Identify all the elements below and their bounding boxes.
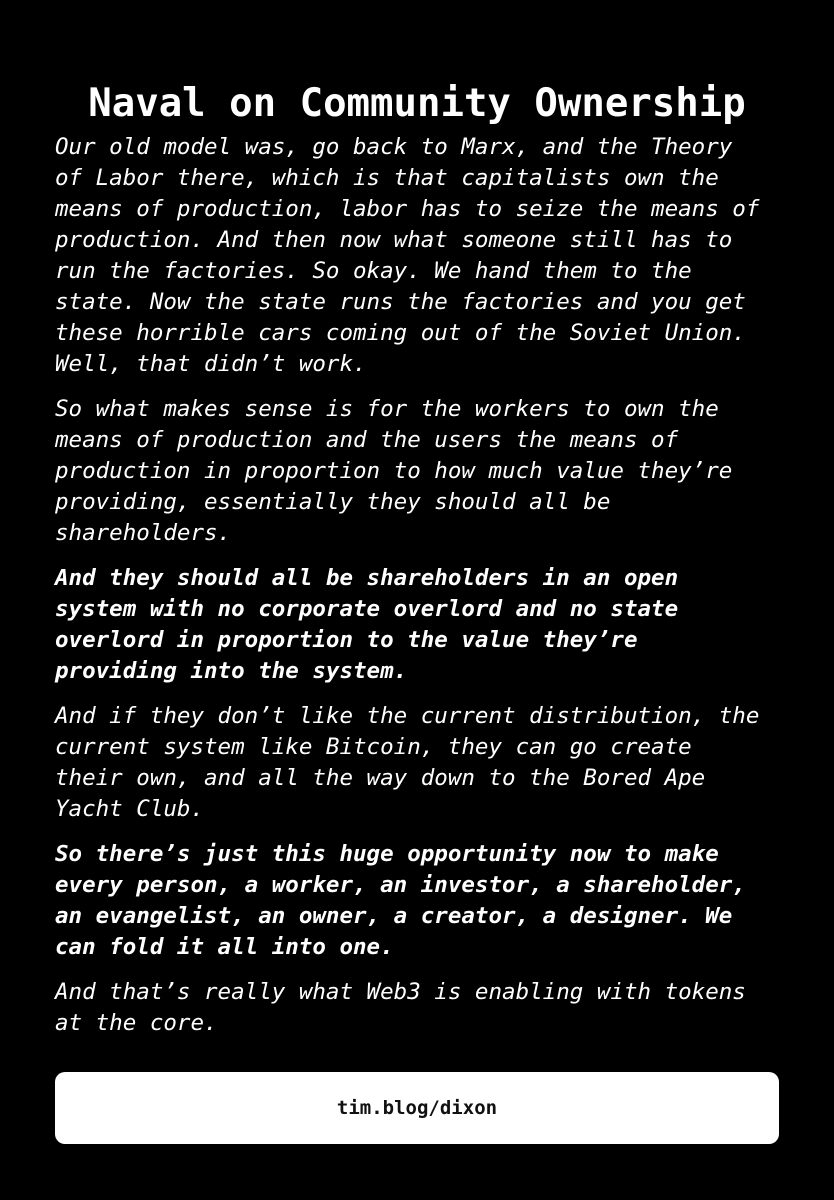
quote-paragraph-2: So what makes sense is for the workers to own the means of production and the users the means of production in proportion to how much value they’re providing, essentially they should all be shareholders. xyxy=(55,396,733,546)
source-link-button[interactable] xyxy=(55,1072,779,1144)
quote-paragraph-6: And that’s really what Web3 is enabling with tokens at the core. xyxy=(55,979,746,1036)
page-title: Naval on Community Ownership xyxy=(88,81,746,127)
quote-paragraph-5-emphasis: So there’s just this huge opportunity now to make every person, a worker, an investor, a shareholder, an evangelist, an owner, a creator, a designer. We can fold it all into one. xyxy=(55,841,746,960)
quote-paragraph-4: And if they don’t like the current distribution, the current system like Bitcoin, they can go create their own, and all the way down to the Bored Ape Yacht Club. xyxy=(55,703,760,822)
quote-paragraph-1: Our old model was, go back to Marx, and the Theory of Labor there, which is that capitalists own the means of production, labor has to seize the means of production. And then now what someone still has to run the factories. So okay. We hand them to the state. Now the state runs the factories and you get these horrible cars coming out of the Soviet Union. Well, that didn’t work. xyxy=(55,134,760,377)
quote-body xyxy=(55,132,785,1053)
quote-paragraph-3-emphasis: And they should all be shareholders in an open system with no corporate overlord and no state overlord in proportion to the value they’re providing into the system. xyxy=(55,565,679,684)
source-link-label: tim.blog/dixon xyxy=(336,1097,498,1119)
